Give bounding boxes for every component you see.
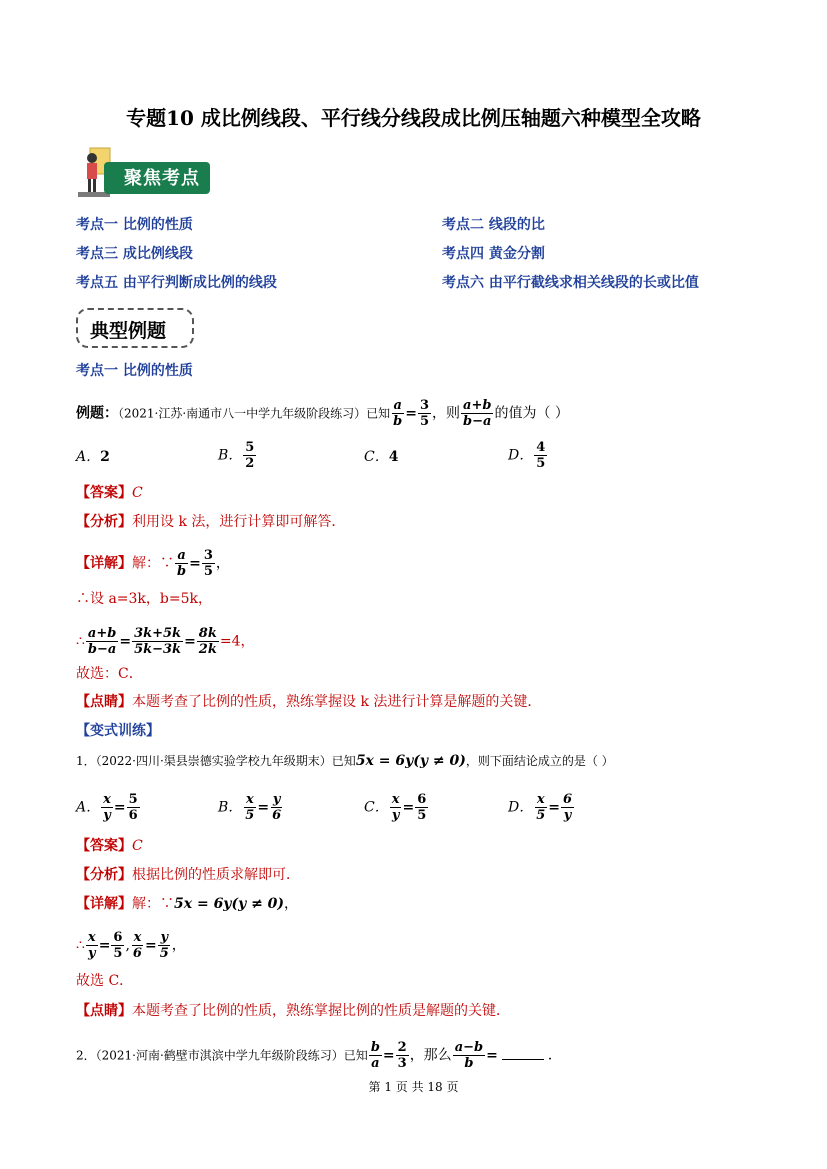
point-4[interactable]: 考点四 黄金分割 [442, 246, 545, 262]
option-num: 5 [128, 792, 138, 807]
detail-eq: = [189, 555, 201, 572]
option-num: 6 [563, 792, 573, 807]
step-lead: ∴ [76, 937, 85, 954]
point-5[interactable]: 考点五 由平行判断成比例的线段 [76, 275, 277, 291]
detail-tail: ， [284, 896, 299, 912]
option-den: 2 [245, 456, 255, 471]
step-2: ∴ $\frac{a+b}{b-a}$ = $\frac{3k+5k}{5k-3k}$ = $\frac{8k}{2k}$ =4， [76, 626, 255, 657]
point-2[interactable]: 考点二 线段的比 [442, 217, 545, 233]
option-num: 6 [417, 792, 427, 807]
option-num: x [245, 792, 254, 807]
step-den: 5 [113, 946, 123, 961]
detail-lead: 解：∵ [132, 555, 174, 572]
analysis-line [76, 513, 345, 531]
step-num: y [160, 930, 168, 945]
option-den: 6 [128, 808, 138, 823]
val-den: 5 [420, 414, 430, 429]
comment-tag: 【点睛】 [76, 694, 132, 710]
choose-line: 故选：C． [76, 666, 143, 682]
option-letter: B． [218, 799, 243, 816]
q1-question [76, 752, 614, 770]
badge-label: 聚焦考点 [124, 168, 200, 189]
option-den: 5 [536, 808, 546, 823]
q2-tail: ． [547, 1047, 562, 1064]
point-6[interactable]: 考点六 由平行截线求相关线段的长或比值 [442, 275, 699, 291]
cond-eq: = [405, 405, 417, 422]
step2-c-den: 2k [198, 642, 217, 657]
option-num: x [391, 792, 400, 807]
q2-val-den: 3 [397, 1056, 407, 1071]
detail-val-num: 3 [203, 548, 213, 563]
q1-prefix: 1．（2022·四川·渠县崇德实验学校九年级期末）已知 [76, 754, 356, 768]
example-source: （2021·江苏·南通市八一中学九年级阶段练习）已知 [118, 406, 391, 421]
q1-analysis-line [76, 866, 300, 884]
step-num: x [87, 930, 96, 945]
step-den: 5 [159, 946, 169, 961]
comment-text: 本题考查了比例的性质，熟练掌握设 k 法进行计算是解题的关键． [132, 694, 542, 710]
option-num: 4 [536, 440, 546, 455]
detail-val-den: 5 [203, 564, 213, 579]
option-d[interactable] [508, 440, 548, 471]
answer-tag: 【答案】 [76, 485, 132, 501]
option-a[interactable] [76, 448, 110, 466]
analysis-text: 利用设 k 法，进行计算即可解答． [132, 514, 346, 530]
section-label: 典型例题 [90, 320, 167, 342]
q2-mid: ，那么 [409, 1047, 452, 1064]
step-num: x [133, 930, 142, 945]
detail-lead: 解：∵ [132, 896, 174, 912]
comment-tag: 【点睛】 [76, 1003, 132, 1019]
cond-den: b [393, 414, 403, 429]
option-letter: A． [76, 449, 101, 465]
option-c[interactable] [364, 448, 398, 466]
cond-num: a [393, 398, 402, 413]
option-letter: D． [508, 799, 534, 816]
q1-option-b[interactable]: B． $\frac{x}{5}$ = $\frac{y}{6}$ [218, 792, 282, 823]
point-3[interactable]: 考点三 成比例线段 [76, 246, 193, 262]
step2-a-den: b−a [87, 642, 117, 657]
detail-num: a [177, 548, 186, 563]
section-point: 考点一 比例的性质 [76, 363, 193, 379]
option-letter: D． [508, 447, 534, 464]
step2-a-num: a+b [87, 626, 117, 641]
answer-tag: 【答案】 [76, 838, 132, 854]
q2-question: 2．（2021·河南·鹤壁市淇滨中学九年级阶段练习）已知 $\frac{b}{a}$ = $\frac{2}{3}$ ，那么 $\frac{a-b}{b}$ = ． [76, 1040, 562, 1071]
option-den: y [563, 808, 572, 823]
answer-blank[interactable] [502, 1047, 544, 1060]
q1-cond: 5x = 6y(y ≠ 0) [355, 753, 466, 769]
q1-step: ∴ $\frac{x}{y}$ = $\frac{6}{5}$ , $\frac{x}{6}$ = $\frac{y}{5}$ ， [76, 930, 186, 961]
analysis-tag: 【分析】 [76, 867, 132, 883]
comment-text: 本题考查了比例的性质，熟练掌握比例的性质是解题的关键． [132, 1003, 510, 1019]
option-num: y [272, 792, 281, 807]
option-num: x [536, 792, 545, 807]
comment-line [76, 693, 541, 711]
point-1[interactable]: 考点一 比例的性质 [76, 217, 193, 233]
q2-val-num: 2 [397, 1040, 407, 1055]
q1-choose-line: 故选 C． [76, 973, 134, 989]
q2-cond-num: b [370, 1040, 380, 1055]
q2-prefix: 2．（2021·河南·鹤壁市淇滨中学九年级阶段练习）已知 [76, 1048, 368, 1063]
option-den: 5 [417, 808, 427, 823]
detail-den: b [177, 564, 187, 579]
option-den: 6 [272, 808, 282, 823]
option-den: 5 [536, 456, 546, 471]
q1-option-c[interactable]: C． $\frac{x}{y}$ = $\frac{6}{5}$ [364, 792, 427, 823]
q1-option-d[interactable]: D． $\frac{x}{5}$ = $\frac{6}{y}$ [508, 792, 573, 823]
step-1: ∴设 a=3k，b=5k， [76, 591, 213, 607]
step-num: 6 [113, 930, 123, 945]
val-num: 3 [420, 398, 430, 413]
detail-cond: 5x = 6y(y ≠ 0) [174, 896, 285, 912]
option-num: 5 [245, 440, 255, 455]
q2-cond-den: a [371, 1056, 380, 1071]
analysis-tag: 【分析】 [76, 514, 132, 530]
q2-expr-num: a−b [454, 1040, 484, 1055]
detail-tag: 【详解】 [76, 555, 132, 572]
option-letter: C． [364, 449, 389, 465]
q1-detail-line [76, 895, 298, 913]
example-mid: ，则 [432, 405, 461, 422]
step2-tail: =4， [219, 633, 255, 650]
q1-answer-line [76, 837, 143, 855]
q1-option-a[interactable]: A． $\frac{x}{y}$ = $\frac{5}{6}$ [76, 792, 138, 823]
option-den: 5 [245, 808, 255, 823]
page-footer: 第 1 页 共 18 页 [368, 1080, 459, 1094]
expr-den: b−a [463, 414, 492, 429]
option-b[interactable] [218, 440, 257, 471]
answer-line [76, 484, 143, 502]
answer-value: C [132, 838, 143, 854]
focus-points-badge [76, 146, 212, 198]
page-title: 专题10 成比例线段、平行线分线段成比例压轴题六种模型全攻略 [126, 106, 701, 130]
step2-b-den: 5k−3k [134, 642, 182, 657]
detail-line: 【详解】解：∵ $\frac{a}{b}$ = $\frac{3}{5}$ ， [76, 548, 230, 579]
q1-tail: ，则下面结论成立的是（ ） [465, 754, 614, 768]
analysis-text: 根据比例的性质求解即可． [132, 867, 300, 883]
option-value: 4 [388, 449, 399, 465]
step2-b-num: 3k+5k [134, 626, 182, 641]
option-letter: A． [76, 799, 101, 816]
q1-comment-line [76, 1002, 510, 1020]
q2-expr-den: b [464, 1056, 474, 1071]
step-den: y [88, 946, 96, 961]
option-den: y [391, 808, 400, 823]
step2-c-num: 8k [198, 626, 217, 641]
step-den: 6 [132, 946, 142, 961]
answer-value: C [132, 485, 143, 501]
training-label: 【变式训练】 [76, 723, 160, 739]
example-prefix: 例题： [76, 405, 118, 422]
option-num: x [103, 792, 111, 807]
step2-lead: ∴ [76, 633, 85, 650]
example-question [76, 398, 569, 429]
option-den: y [103, 808, 111, 823]
example-tail: 的值为（ ） [494, 405, 569, 422]
option-value: 2 [100, 449, 110, 465]
detail-tag: 【详解】 [76, 896, 132, 912]
option-letter: B． [218, 447, 243, 464]
option-letter: C． [364, 799, 389, 816]
expr-num: a+b [463, 398, 492, 413]
